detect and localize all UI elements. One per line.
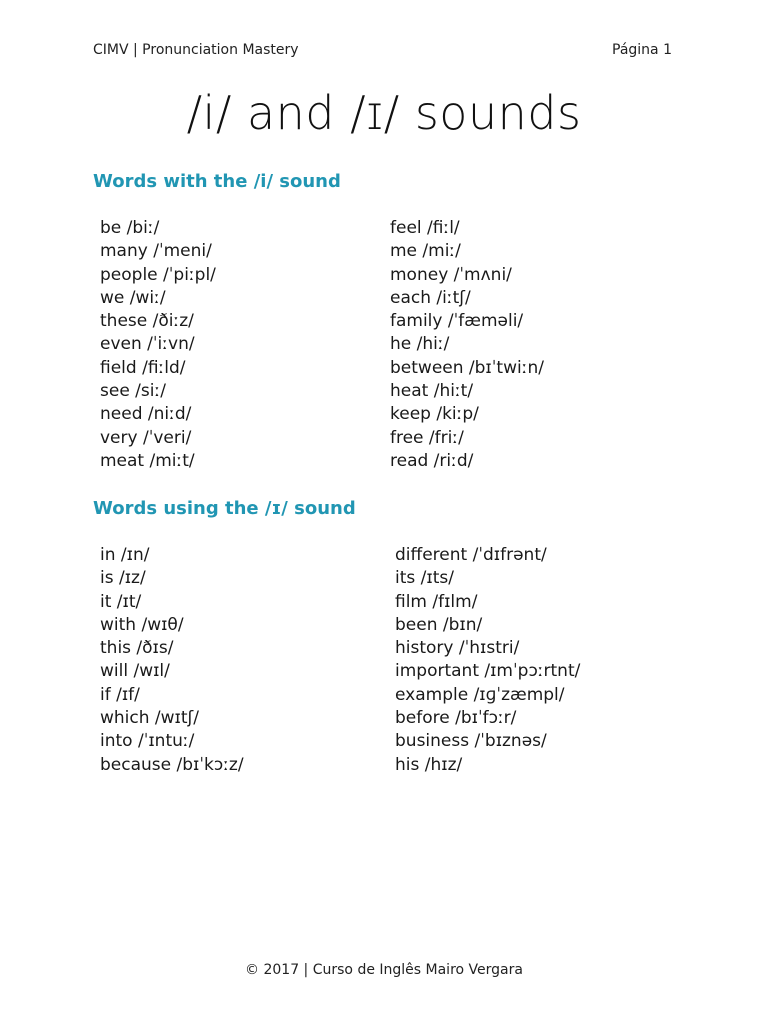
list-item: important /ɪmˈpɔːrtnt/: [395, 661, 581, 682]
list-item: be /biː/: [100, 218, 160, 238]
page-title: /i/ and /ɪ/ sounds: [186, 86, 582, 140]
list-item: people /ˈpiːpl/: [100, 264, 216, 285]
list-item: very /ˈveri/: [100, 427, 192, 448]
list-item: many /ˈmeni/: [100, 241, 212, 262]
list-item: feel /fiːl/: [390, 218, 460, 238]
list-item: different /ˈdɪfrənt/: [395, 545, 547, 565]
list-item: me /miː/: [390, 241, 461, 262]
list-item: see /siː/: [100, 381, 166, 402]
list-item: with /wɪθ/: [100, 614, 184, 635]
list-item: his /hɪz/: [395, 754, 463, 775]
footer-copyright: © 2017 | Curso de Inglês Mairo Vergara: [245, 962, 523, 978]
list-item: even /ˈiːvn/: [100, 334, 195, 355]
list-item: keep /kiːp/: [390, 404, 479, 425]
list-item: free /friː/: [390, 427, 464, 448]
list-item: is /ɪz/: [100, 568, 146, 589]
list-item: family /ˈfæməli/: [390, 311, 524, 332]
list-item: business /ˈbɪznəs/: [395, 731, 547, 752]
page-number: Página 1: [612, 42, 672, 58]
list-item: money /ˈmʌni/: [390, 264, 512, 285]
list-item: which /wɪtʃ/: [100, 708, 199, 729]
list-item: in /ɪn/: [100, 545, 150, 565]
list-item: before /bɪˈfɔːr/: [395, 708, 517, 729]
list-item: this /ðɪs/: [100, 638, 174, 659]
list-item: because /bɪˈkɔːz/: [100, 754, 244, 775]
list-item: need /niːd/: [100, 404, 192, 425]
section-heading-i-sound: Words with the /i/ sound: [93, 171, 341, 192]
list-item: between /bɪˈtwiːn/: [390, 357, 544, 378]
word-list-i-left: [100, 217, 216, 473]
list-item: it /ɪt/: [100, 591, 142, 612]
list-item: will /wɪl/: [100, 661, 170, 682]
word-list-short-i-left: [100, 544, 244, 777]
word-list-i-right: [390, 217, 544, 473]
word-list-short-i-right: [395, 544, 580, 777]
list-item: we /wiː/: [100, 287, 166, 308]
list-item: read /riːd/: [390, 450, 474, 471]
list-item: he /hiː/: [390, 334, 450, 355]
list-item: meat /miːt/: [100, 450, 195, 471]
list-item: these /ðiːz/: [100, 311, 194, 332]
list-item: example /ɪɡˈzæmpl/: [395, 684, 565, 705]
list-item: each /iːtʃ/: [390, 287, 471, 308]
header-course-label: CIMV | Pronunciation Mastery: [93, 42, 299, 58]
section-heading-short-i-sound: Words using the /ɪ/ sound: [93, 498, 356, 519]
list-item: history /ˈhɪstri/: [395, 638, 520, 659]
list-item: into /ˈɪntuː/: [100, 731, 195, 752]
list-item: heat /hiːt/: [390, 381, 474, 402]
list-item: been /bɪn/: [395, 614, 483, 635]
list-item: field /fiːld/: [100, 357, 186, 378]
list-item: if /ɪf/: [100, 684, 140, 705]
list-item: its /ɪts/: [395, 568, 454, 589]
list-item: film /fɪlm/: [395, 591, 478, 612]
